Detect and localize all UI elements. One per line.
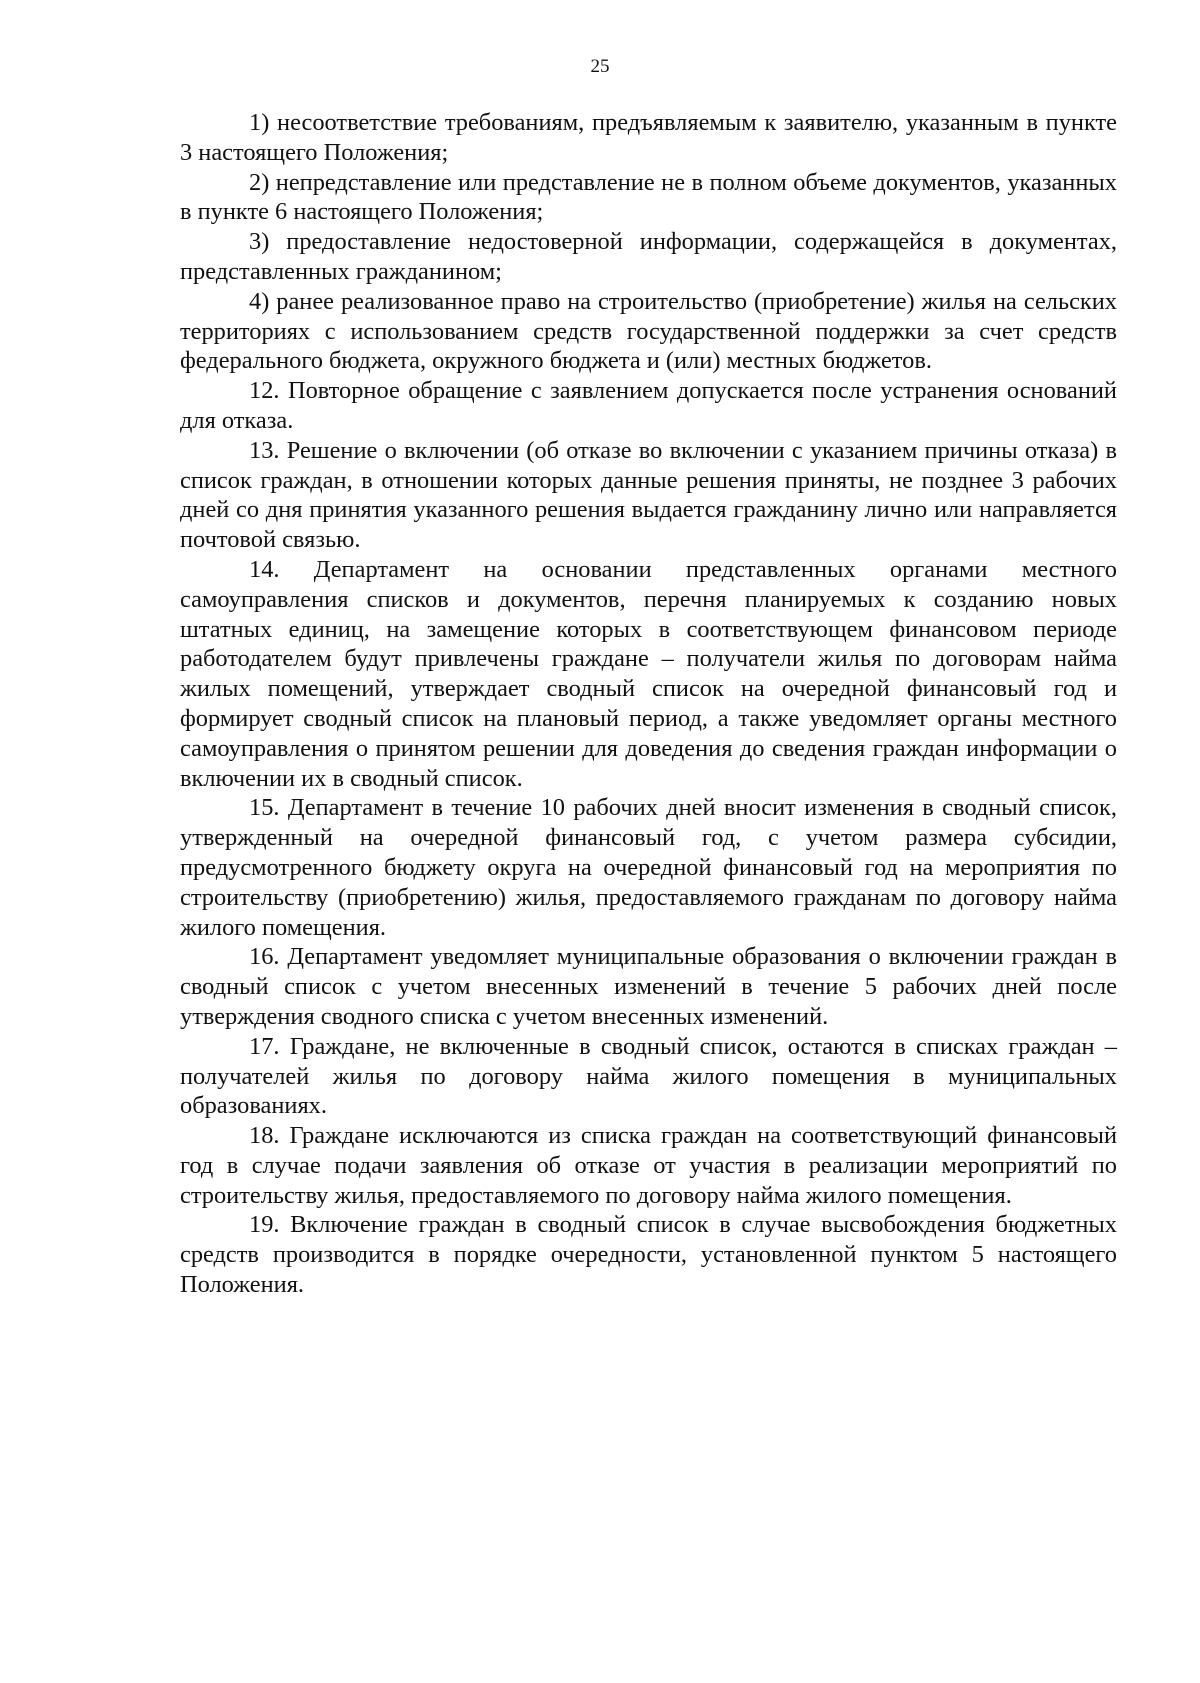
- paragraph-15: 15. Департамент в течение 10 рабочих дней вносит изменения в сводный список, утвержденный на очередной финансовый год, с учетом размера субсидии, предусмотренного бюджету округа на очередной финансовый год на мероприятия по строительству (приобретению) жилья, предоставляемого гражданам по договору найма жилого помещения.: [180, 794, 1117, 941]
- paragraph-item-4: 4) ранее реализованное право на строительство (приобретение) жилья на сельских территориях с использованием средств государственной поддержки за счет средств федерального бюджета, окружного бюджета и (или) местных бюджетов.: [180, 287, 1117, 375]
- paragraph-18: 18. Граждане исключаются из списка граждан на соответствующий финансовый год в случае подачи заявления об отказе от участия в реализации мероприятий по строительству жилья, предоставляемого по договору найма жилого помещения.: [180, 1122, 1117, 1209]
- paragraph-item-2: 2) непредставление или представление не в полном объеме документов, указанных в пункте 6 настоящего Положения;: [180, 168, 1117, 226]
- paragraph-item-1: 1) несоответствие требованиям, предъявляемым к заявителю, указанным в пункте 3 настоящего Положения;: [180, 109, 1117, 166]
- document-body: [180, 108, 1117, 1300]
- page-number: 25: [590, 56, 610, 77]
- paragraph-14: 14. Департамент на основании представленных органами местного самоуправления списков и документов, перечня планируемых к созданию новых штатных единиц, на замещение которых в соответствующем финансовом периоде работодателем будут привлечены граждане – получатели жилья по договорам найма жилых помещений, утверждает сводный список на очередной финансовый год и формирует сводный список на плановый период, а также уведомляет органы местного самоуправления о принятом решении для доведения до сведения граждан информации о включении их в сводный список.: [180, 555, 1117, 792]
- paragraph-17: 17. Граждане, не включенные в сводный список, остаются в списках граждан – получателей жилья по договору найма жилого помещения в муниципальных образованиях.: [180, 1032, 1117, 1120]
- paragraph-16: 16. Департамент уведомляет муниципальные образования о включении граждан в сводный список с учетом внесенных изменений в течение 5 рабочих дней после утверждения сводного списка с учетом внесенных изменений.: [180, 943, 1117, 1030]
- paragraph-13: 13. Решение о включении (об отказе во включении с указанием причины отказа) в список граждан, в отношении которых данные решения приняты, не позднее 3 рабочих дней со дня принятия указанного решения выдается гражданину лично или направляется почтовой связью.: [180, 436, 1117, 554]
- paragraph-item-3: 3) предоставление недостоверной информации, содержащейся в документах, представленных гражданином;: [180, 228, 1117, 285]
- paragraph-12: 12. Повторное обращение с заявлением допускается после устранения оснований для отказа.: [180, 377, 1117, 434]
- paragraph-19: 19. Включение граждан в сводный список в случае высвобождения бюджетных средств производится в порядке очередности, установленной пунктом 5 настоящего Положения.: [180, 1211, 1117, 1299]
